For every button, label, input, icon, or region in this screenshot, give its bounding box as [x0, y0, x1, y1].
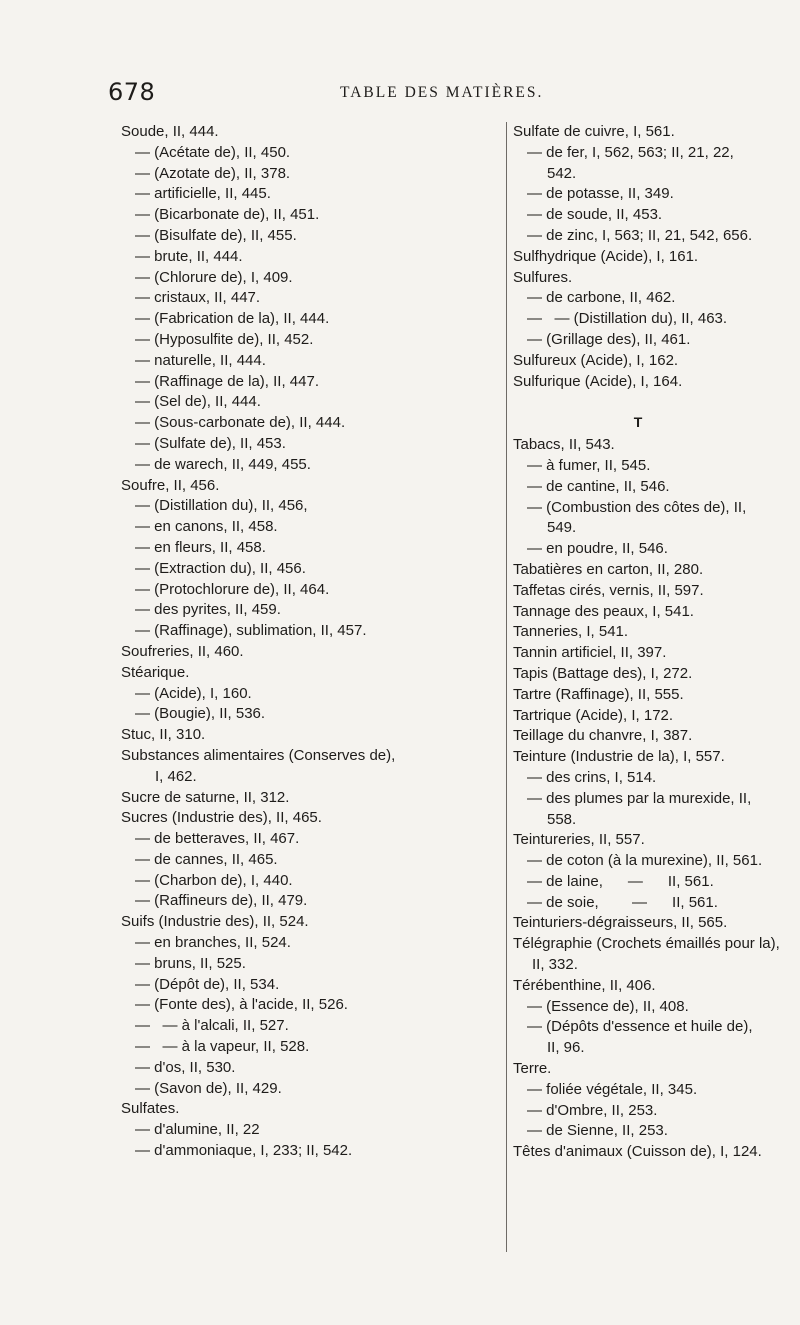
index-entry: Teinture (Industrie de la), I, 557.: [513, 748, 725, 766]
page-number: 678: [108, 78, 156, 106]
index-subentry: — — à la vapeur, II, 528.: [135, 1038, 310, 1056]
index-entry: Tannin artificiel, II, 397.: [513, 644, 667, 662]
index-continuation: 549.: [547, 519, 577, 537]
index-subentry: — en poudre, II, 546.: [527, 540, 668, 558]
index-subentry: — en fleurs, II, 458.: [135, 538, 266, 556]
index-subentry: — (Sulfate de), II, 453.: [135, 434, 286, 452]
index-subentry: — (Dépôts d'essence et huile de),: [527, 1018, 753, 1036]
index-continuation: 542.: [547, 164, 577, 182]
page-header: [108, 78, 748, 110]
index-subentry: — des pyrites, II, 459.: [135, 601, 281, 619]
index-continuation: II, 332.: [532, 956, 578, 974]
index-entry: Sulfures.: [513, 268, 573, 286]
index-subentry: — de Sienne, II, 253.: [527, 1122, 668, 1140]
section-letter: T: [633, 414, 643, 431]
index-subentry: — (Bicarbonate de), II, 451.: [135, 206, 320, 224]
index-subentry: — d'ammoniaque, I, 233; II, 542.: [135, 1142, 353, 1160]
index-subentry: — — (Distillation du), II, 463.: [527, 310, 728, 328]
index-entry: Soufreries, II, 460.: [121, 642, 244, 660]
index-subentry: — (Raffinage de la), II, 447.: [135, 372, 319, 390]
index-subentry: — (Sous-carbonate de), II, 444.: [135, 414, 346, 432]
index-subentry: — de cannes, II, 465.: [135, 850, 278, 868]
index-entry: Sulfurique (Acide), I, 164.: [513, 372, 683, 390]
index-subentry: — (Charbon de), I, 440.: [135, 871, 293, 889]
index-subentry: — — à l'alcali, II, 527.: [135, 1017, 289, 1035]
index-entry: Soude, II, 444.: [121, 123, 219, 140]
index-subentry: — de potasse, II, 349.: [527, 185, 674, 203]
index-entry: Sulfhydrique (Acide), I, 161.: [513, 247, 699, 265]
index-entry: Sulfureux (Acide), I, 162.: [513, 351, 679, 369]
index-subentry: — (Chlorure de), I, 409.: [135, 268, 293, 286]
index-subentry: — (Acide), I, 160.: [135, 684, 252, 702]
index-subentry: — (Extraction du), II, 456.: [135, 559, 306, 577]
index-subentry: — artificielle, II, 445.: [135, 185, 271, 203]
index-subentry: — des crins, I, 514.: [527, 768, 657, 786]
index-continuation: I, 462.: [155, 767, 197, 785]
index-subentry: — cristaux, II, 447.: [135, 289, 261, 307]
index-entry: Tannage des peaux, I, 541.: [513, 602, 694, 620]
index-subentry: — (Essence de), II, 408.: [527, 997, 689, 1015]
running-head: TABLE DES MATIÈRES.: [340, 84, 544, 101]
index-subentry: — de coton (à la murexine), II, 561.: [527, 852, 763, 870]
index-subentry: — de zinc, I, 563; II, 21, 542, 656.: [527, 226, 753, 244]
index-subentry: — (Distillation du), II, 456,: [135, 497, 308, 515]
index-subentry: — (Combustion des côtes de), II,: [527, 498, 747, 516]
index-subentry: — bruns, II, 525.: [135, 954, 246, 972]
index-subentry: — de betteraves, II, 467.: [135, 830, 300, 848]
index-subentry: — d'os, II, 530.: [135, 1058, 236, 1076]
index-continuation: 558.: [547, 810, 577, 828]
index-subentry: — brute, II, 444.: [135, 247, 243, 265]
index-subentry: — (Grillage des), II, 461.: [527, 330, 691, 348]
index-entry: Sulfate de cuivre, I, 561.: [513, 123, 675, 140]
index-entry: Sucre de saturne, II, 312.: [121, 788, 290, 806]
index-subentry: — (Fabrication de la), II, 444.: [135, 310, 330, 328]
index-subentry: — de laine, — II, 561.: [527, 872, 714, 890]
index-entry: Tartre (Raffinage), II, 555.: [513, 685, 684, 703]
index-continuation: II, 96.: [547, 1039, 585, 1057]
index-entry: Teillage du chanvre, I, 387.: [513, 727, 693, 745]
index-column-left: [121, 122, 513, 1162]
index-subentry: — des plumes par la murexide, II,: [527, 789, 752, 807]
index-subentry: — d'Ombre, II, 253.: [527, 1101, 658, 1119]
index-column-right: [513, 122, 800, 1163]
index-subentry: — d'alumine, II, 22: [135, 1121, 260, 1139]
index-entry: Tabacs, II, 543.: [513, 436, 615, 454]
index-subentry: — (Sel de), II, 444.: [135, 393, 261, 411]
index-entry: Teintureries, II, 557.: [513, 831, 645, 849]
index-subentry: — (Acétate de), II, 450.: [135, 143, 291, 161]
index-entry: Suifs (Industrie des), II, 524.: [121, 913, 309, 931]
index-entry: Tartrique (Acide), I, 172.: [513, 706, 674, 724]
index-subentry: — de warech, II, 449, 455.: [135, 455, 311, 473]
index-subentry: — naturelle, II, 444.: [135, 351, 266, 369]
index-entry: Télégraphie (Crochets émaillés pour la),: [513, 935, 780, 953]
index-subentry: — foliée végétale, II, 345.: [527, 1080, 698, 1098]
index-subentry: — (Raffinage), sublimation, II, 457.: [135, 622, 367, 640]
index-entry: Teinturiers-dégraisseurs, II, 565.: [513, 914, 728, 932]
index-subentry: — (Dépôt de), II, 534.: [135, 975, 280, 993]
index-subentry: — en canons, II, 458.: [135, 518, 278, 536]
index-entry: Tapis (Battage des), I, 272.: [513, 664, 693, 682]
index-subentry: — à fumer, II, 545.: [527, 456, 651, 474]
index-subentry: — de carbone, II, 462.: [527, 289, 676, 307]
index-entry: Sulfates.: [121, 1100, 180, 1118]
index-subentry: — en branches, II, 524.: [135, 934, 291, 952]
index-entry: Têtes d'animaux (Cuisson de), I, 124.: [513, 1143, 762, 1161]
index-subentry: — (Hyposulfite de), II, 452.: [135, 330, 314, 348]
index-entry: Stuc, II, 310.: [121, 726, 206, 744]
index-subentry: — (Fonte des), à l'acide, II, 526.: [135, 996, 348, 1014]
index-entry: Tanneries, I, 541.: [513, 623, 629, 641]
index-subentry: — de soude, II, 453.: [527, 206, 663, 224]
index-subentry: — (Protochlorure de), II, 464.: [135, 580, 330, 598]
index-subentry: — (Azotate de), II, 378.: [135, 164, 291, 182]
index-subentry: — (Raffineurs de), II, 479.: [135, 892, 308, 910]
index-subentry: — de fer, I, 562, 563; II, 21, 22,: [527, 143, 734, 161]
index-subentry: — de cantine, II, 546.: [527, 477, 670, 495]
index-entry: Sucres (Industrie des), II, 465.: [121, 809, 322, 827]
index-subentry: — (Bisulfate de), II, 455.: [135, 226, 297, 244]
index-entry: Substances alimentaires (Conserves de),: [121, 746, 396, 764]
index-entry: Tabatières en carton, II, 280.: [513, 560, 704, 578]
index-entry: Soufre, II, 456.: [121, 476, 220, 494]
index-entry: Térébenthine, II, 406.: [513, 976, 656, 994]
index-entry: Stéarique.: [121, 663, 190, 681]
index-entry: Taffetas cirés, vernis, II, 597.: [513, 581, 704, 599]
index-entry: Terre.: [513, 1060, 552, 1078]
index-subentry: — de soie, — II, 561.: [527, 893, 718, 911]
index-subentry: — (Savon de), II, 429.: [135, 1079, 282, 1097]
index-subentry: — (Bougie), II, 536.: [135, 705, 266, 723]
